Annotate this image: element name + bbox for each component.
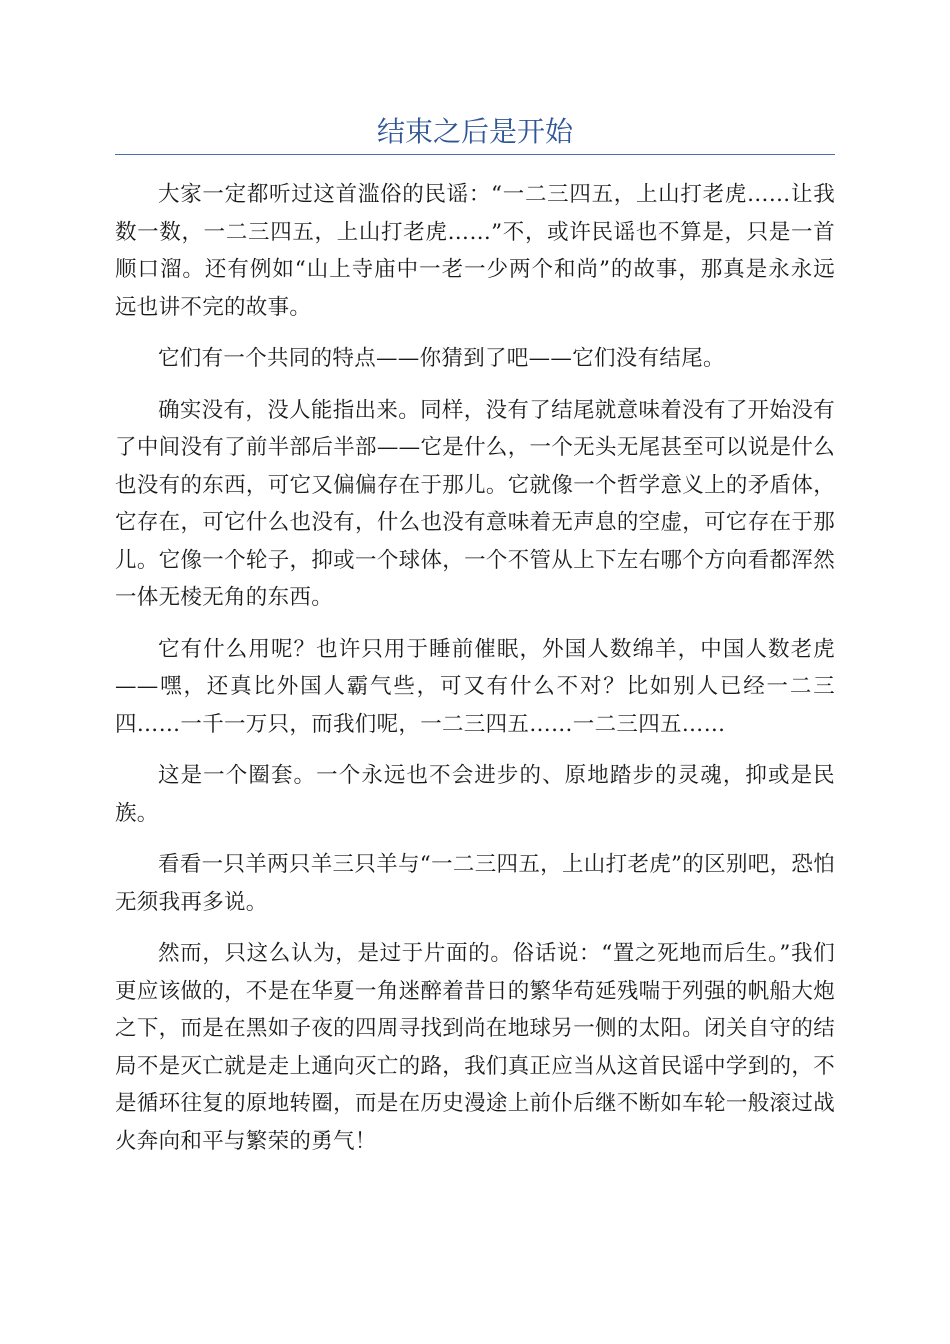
document-title: 结束之后是开始: [376, 115, 573, 148]
paragraph-2: 它们有一个共同的特点——你猜到了吧——它们没有结尾。: [158, 346, 725, 371]
paragraph-4: 它有什么用呢？也许只用于睡前催眠，外国人数绵羊，中国人数老虎——嘿，还真比外国人霸气些，可又有什么不对？比如别人已经一二三四……一千一万只，而我们呢，一二三四五……一二三四五……: [115, 636, 835, 737]
document-body: [115, 176, 835, 1174]
paragraph-6: 看看一只羊两只羊三只羊与“一二三四五，上山打老虎”的区别吧，恐怕无须我再多说。: [115, 852, 835, 915]
paragraph-3: 确实没有，没人能指出来。同样，没有了结尾就意味着没有了开始没有了中间没有了前半部后半部——它是什么，一个无头无尾甚至可以说是什么也没有的东西，可它又偏偏存在于那儿。它就像一个哲学意义上的矛盾体，它存在，可它什么也没有，什么也没有意味着无声息的空虚，可它存在于那儿。它像一个轮子，抑或一个球体，一个不管从上下左右哪个方向看都浑然一体无棱无角的东西。: [115, 397, 835, 610]
paragraph-7: 然而，只这么认为，是过于片面的。俗话说：“置之死地而后生。”我们更应该做的，不是在华夏一角迷醉着昔日的繁华苟延残喘于列强的帆船大炮之下，而是在黑如子夜的四周寻找到尚在地球另一侧的太阳。闭关自守的结局不是灭亡就是走上通向灭亡的路，我们真正应当从这首民谣中学到的，不是循环往复的原地转圈，而是在历史漫途上前仆后继不断如车轮一般滚过战火奔向和平与繁荣的勇气！: [115, 941, 835, 1154]
paragraph-5: 这是一个圈套。一个永远也不会进步的、原地踏步的灵魂，抑或是民族。: [115, 763, 835, 826]
title-underline: [115, 154, 835, 155]
paragraph-1: 大家一定都听过这首滥俗的民谣：“一二三四五，上山打老虎……让我数一数，一二三四五，上山打老虎……”不，或许民谣也不算是，只是一首顺口溜。还有例如“山上寺庙中一老一少两个和尚”的故事，那真是永永远远也讲不完的故事。: [115, 182, 835, 320]
